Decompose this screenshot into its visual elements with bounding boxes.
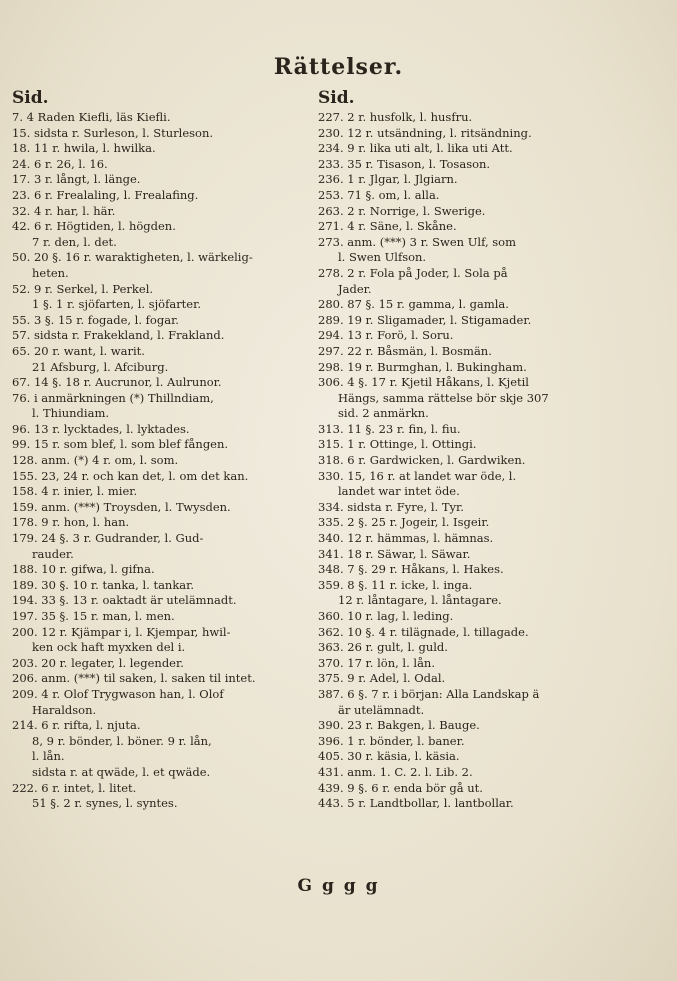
errata-line: 42. 6 r. Högtiden, l. högden.	[12, 219, 176, 234]
errata-line: 236. 1 r. Jlgar, l. Jlgiarn.	[318, 172, 458, 187]
errata-line: 362. 10 §. 4 r. tilägnade, l. tillagade.	[318, 624, 529, 639]
errata-line: 253. 71 §. om, l. alla.	[318, 187, 440, 202]
errata-line: 15. sidsta r. Surleson, l. Sturleson.	[12, 125, 214, 140]
errata-line: 315. 1 r. Ottinge, l. Ottingi.	[318, 437, 477, 452]
left-column	[12, 88, 308, 812]
errata-line: 273. anm. (***) 3 r. Swen Ulf, som	[318, 234, 516, 249]
errata-line: 155. 23, 24 r. och kan det, l. om det kan.	[12, 468, 249, 483]
errata-line: 233. 35 r. Tisason, l. Tosason.	[318, 156, 491, 171]
errata-line: 159. anm. (***) Troysden, l. Twysden.	[12, 499, 231, 514]
errata-line: 335. 2 §. 25 r. Jogeir, l. Isgeir.	[318, 515, 490, 530]
errata-line: 443. 5 r. Landtbollar, l. lantbollar.	[318, 796, 514, 811]
errata-line: 17. 3 r. långt, l. länge.	[12, 172, 141, 187]
errata-line: 334. sidsta r. Fyre, l. Tyr.	[318, 499, 464, 514]
errata-line: 194. 33 §. 13 r. oaktadt är utelämnadt.	[12, 593, 237, 608]
errata-line: 340. 12 r. hämmas, l. hämnas.	[318, 531, 494, 546]
errata-line: 32. 4 r. har, l. här.	[12, 203, 116, 218]
left-errata-list	[12, 110, 308, 812]
errata-line: 178. 9 r. hon, l. han.	[12, 515, 130, 530]
errata-line: 76. i anmärkningen (*) Thillndiam,	[12, 390, 214, 405]
errata-line: 271. 4 r. Säne, l. Skåne.	[318, 219, 457, 234]
errata-line: Hängs, samma rättelse bör skje 307	[338, 390, 549, 405]
errata-line: är utelämnadt.	[338, 702, 425, 717]
errata-line: 128. anm. (*) 4 r. om, l. som.	[12, 453, 179, 468]
signature-mark: G g g g	[297, 876, 380, 896]
errata-line: sidsta r. at qwäde, l. et qwäde.	[32, 764, 211, 779]
errata-line: 209. 4 r. Olof Trygwason han, l. Olof	[12, 686, 224, 701]
errata-line: landet war intet öde.	[338, 484, 460, 499]
errata-line: 341. 18 r. Säwar, l. Säwar.	[318, 546, 471, 561]
right-errata-list	[318, 110, 648, 812]
errata-line: 306. 4 §. 17 r. Kjetil Håkans, l. Kjetil	[318, 375, 529, 390]
page-title: Rättelser.	[273, 54, 404, 80]
errata-line: 1 §. 1 r. sjöfarten, l. sjöfarter.	[32, 297, 202, 312]
errata-line: Jader.	[338, 281, 372, 296]
errata-line: 200. 12 r. Kjämpar i, l. Kjempar, hwil-	[12, 624, 231, 639]
errata-line: ken ock haft myxken del i.	[32, 640, 186, 655]
errata-line: 55. 3 §. 15 r. fogade, l. fogar.	[12, 312, 179, 327]
errata-line: sid. 2 anmärkn.	[338, 406, 429, 421]
errata-line: 99. 15 r. som blef, l. som blef fången.	[12, 437, 229, 452]
errata-line: 348. 7 §. 29 r. Håkans, l. Hakes.	[318, 562, 504, 577]
errata-line: 65. 20 r. want, l. warit.	[12, 343, 145, 358]
errata-line: 227. 2 r. husfolk, l. husfru.	[318, 110, 473, 124]
errata-line: 396. 1 r. bönder, l. baner.	[318, 733, 465, 748]
errata-line: 67. 14 §. 18 r. Aucrunor, l. Aulrunor.	[12, 375, 222, 390]
errata-line: 214. 6 r. rifta, l. njuta.	[12, 718, 141, 733]
errata-line: 206. anm. (***) til saken, l. saken til intet.	[12, 671, 256, 686]
errata-line: 57. sidsta r. Frakekland, l. Frakland.	[12, 328, 225, 343]
errata-line: 230. 12 r. utsändning, l. ritsändning.	[318, 125, 532, 140]
errata-line: 330. 15, 16 r. at landet war öde, l.	[318, 468, 517, 483]
errata-line: 278. 2 r. Fola på Joder, l. Sola på	[318, 265, 508, 280]
errata-line: 375. 9 r. Adel, l. Odal.	[318, 671, 446, 686]
errata-line: 96. 13 r. lycktades, l. lyktades.	[12, 421, 190, 436]
errata-line: 179. 24 §. 3 r. Gudrander, l. Gud-	[12, 531, 204, 546]
errata-line: 197. 35 §. 15 r. man, l. men.	[12, 609, 175, 623]
errata-line: 390. 23 r. Bakgen, l. Bauge.	[318, 718, 480, 733]
errata-line: 189. 30 §. 10 r. tanka, l. tankar.	[12, 577, 195, 592]
errata-line: 23. 6 r. Frealaling, l. Frealafing.	[12, 187, 199, 202]
errata-line: 405. 30 r. käsia, l. käsia.	[318, 749, 460, 764]
errata-line: 50. 20 §. 16 r. waraktigheten, l. wärkelig-	[12, 250, 253, 265]
errata-line: 363. 26 r. gult, l. guld.	[318, 640, 448, 655]
errata-line: 188. 10 r. gifwa, l. gifna.	[12, 562, 155, 577]
errata-line: 439. 9 §. 6 r. enda bör gå ut.	[318, 780, 483, 795]
errata-line: 52. 9 r. Serkel, l. Perkel.	[12, 281, 154, 296]
errata-line: 298. 19 r. Burmghan, l. Bukingham.	[318, 359, 527, 374]
errata-line: 280. 87 §. 15 r. gamma, l. gamla.	[318, 297, 509, 312]
errata-line: 12 r. låntagare, l. låntagare.	[338, 593, 502, 608]
right-column-heading: Sid.	[318, 88, 355, 108]
errata-line: 158. 4 r. inier, l. mier.	[12, 484, 138, 499]
errata-line: l. Thiundiam.	[32, 406, 110, 421]
errata-line: 318. 6 r. Gardwicken, l. Gardwiken.	[318, 453, 526, 468]
errata-line: 387. 6 §. 7 r. i början: Alla Landskap ä	[318, 686, 540, 701]
errata-line: rauder.	[32, 546, 74, 561]
errata-line: 7 r. den, l. det.	[32, 234, 117, 249]
right-column	[318, 88, 648, 812]
errata-line: 360. 10 r. lag, l. leding.	[318, 609, 454, 623]
errata-line: 289. 19 r. Sligamader, l. Stigamader.	[318, 312, 532, 327]
errata-line: 203. 20 r. legater, l. legender.	[12, 655, 184, 670]
errata-line: 51 §. 2 r. synes, l. syntes.	[32, 796, 178, 811]
errata-line: 18. 11 r. hwila, l. hwilka.	[12, 141, 156, 156]
errata-line: 7. 4 Raden Kiefli, läs Kiefli.	[12, 110, 171, 124]
errata-line: 431. anm. 1. C. 2. l. Lib. 2.	[318, 764, 473, 779]
errata-line: 24. 6 r. 26, l. 16.	[12, 156, 108, 171]
errata-line: 234. 9 r. lika uti alt, l. lika uti Att.	[318, 141, 513, 156]
errata-line: 359. 8 §. 11 r. icke, l. inga.	[318, 577, 473, 592]
errata-line: Haraldson.	[32, 702, 97, 717]
errata-line: l. lån.	[32, 749, 65, 764]
errata-line: 313. 11 §. 23 r. fin, l. fiu.	[318, 421, 461, 436]
left-column-heading: Sid.	[12, 88, 49, 108]
errata-line: 294. 13 r. Forö, l. Soru.	[318, 328, 454, 343]
errata-line: 8, 9 r. bönder, l. böner. 9 r. lån,	[32, 733, 212, 748]
errata-line: 370. 17 r. lön, l. lån.	[318, 655, 435, 670]
errata-line: 222. 6 r. intet, l. litet.	[12, 780, 137, 795]
errata-line: 297. 22 r. Båsmän, l. Bosmän.	[318, 343, 492, 358]
errata-line: 263. 2 r. Norrige, l. Swerige.	[318, 203, 486, 218]
errata-line: l. Swen Ulfson.	[338, 250, 427, 265]
errata-line: 21 Afsburg, l. Afciburg.	[32, 359, 169, 374]
errata-line: heten.	[32, 265, 69, 280]
